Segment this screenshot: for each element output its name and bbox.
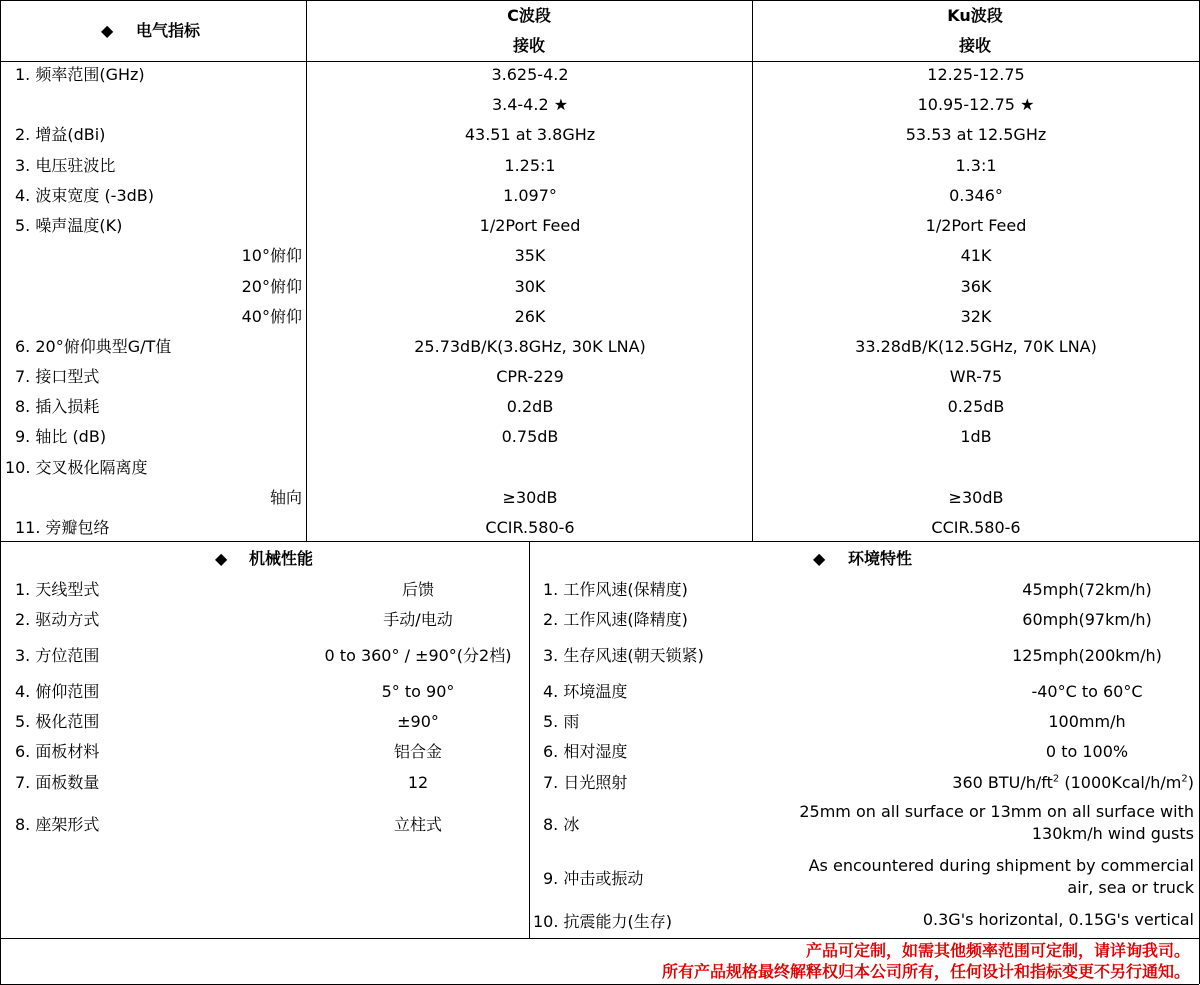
ku-band-value: 1.3:1 xyxy=(955,156,997,175)
ku-band-value: 1dB xyxy=(960,427,992,446)
param-label: 2. 增益(dBi) xyxy=(15,125,106,144)
ku-band-value: 0.25dB xyxy=(947,397,1005,416)
table-border-top xyxy=(0,0,1199,1)
param-sublabel: 20°俯仰 xyxy=(241,277,302,296)
c-band-value: 1/2Port Feed xyxy=(479,216,581,235)
mech-label: 5. 极化范围 xyxy=(15,712,100,731)
ku-band-value: 53.53 at 12.5GHz xyxy=(905,125,1047,144)
section-divider xyxy=(0,541,1199,542)
env-value-line: 130km/h wind gusts xyxy=(1031,824,1194,843)
env-label: 3. 生存风速(朝天锁紧) xyxy=(543,646,704,665)
mech-value: 12 xyxy=(407,773,429,792)
ku-band-value: 32K xyxy=(960,307,992,326)
param-sublabel: 40°俯仰 xyxy=(241,307,302,326)
env-value: 0 to 100% xyxy=(1045,742,1129,761)
c-band-value: 1.097° xyxy=(503,186,557,205)
param-label: 4. 波束宽度 (-3dB) xyxy=(15,186,155,205)
env-label: 7. 日光照射 xyxy=(543,773,628,792)
footer-divider xyxy=(0,938,1199,939)
environment-title: 环境特性 xyxy=(848,549,913,568)
env-value: -40°C to 60°C xyxy=(1031,682,1143,701)
mech-value: ±90° xyxy=(397,712,439,731)
env-value: 45mph(72km/h) xyxy=(1022,580,1152,599)
mech-label: 6. 面板材料 xyxy=(15,742,100,761)
footer-note-customization: 产品可定制，如需其他频率范围可定制，请详询我司。 xyxy=(805,941,1190,960)
mech-value: 0 to 360° / ±90°(分2档) xyxy=(324,646,512,665)
env-label: 10. 抗震能力(生存) xyxy=(533,912,673,931)
env-value-part: 360 BTU/h/ft xyxy=(952,773,1053,792)
c-band-value: 43.51 at 3.8GHz xyxy=(464,125,596,144)
ku-band-value: WR-75 xyxy=(949,367,1003,386)
env-label: 6. 相对湿度 xyxy=(543,742,628,761)
param-label: 6. 20°俯仰典型G/T值 xyxy=(15,337,172,356)
c-band-value: ≥30dB xyxy=(502,488,558,507)
param-label: 9. 轴比 (dB) xyxy=(15,427,107,446)
param-sublabel: 轴向 xyxy=(269,488,302,507)
env-value-line: As encountered during shipment by commercial xyxy=(808,856,1194,875)
mech-value: 手动/电动 xyxy=(383,610,453,629)
c-receive-header: 接收 xyxy=(512,36,546,55)
env-label: 1. 工作风速(保精度) xyxy=(543,580,688,599)
electrical-title: 电气指标 xyxy=(136,21,201,40)
c-band-value: 30K xyxy=(514,277,546,296)
ku-band-value: CCIR.580-6 xyxy=(931,518,1021,537)
c-band-value: 26K xyxy=(514,307,546,326)
ku-band-value: ≥30dB xyxy=(948,488,1004,507)
ku-band-value: 36K xyxy=(960,277,992,296)
ku-band-value: 10.95-12.75 ★ xyxy=(917,95,1035,114)
env-value: 125mph(200km/h) xyxy=(1012,646,1162,665)
superscript: 2 xyxy=(1181,773,1188,785)
ku-band-value: 33.28dB/K(12.5GHz, 70K LNA) xyxy=(855,337,1097,356)
ku-band-value: 12.25-12.75 xyxy=(927,65,1025,84)
param-label: 1. 频率范围(GHz) xyxy=(15,65,145,84)
env-value: 100mm/h xyxy=(1048,712,1126,731)
mech-value: 铝合金 xyxy=(393,742,443,761)
ku-receive-header: 接收 xyxy=(958,36,992,55)
superscript: 2 xyxy=(1052,773,1060,785)
c-band-value: 3.4-4.2 ★ xyxy=(491,95,569,114)
env-value-part: ) xyxy=(1187,773,1194,792)
mech-label: 1. 天线型式 xyxy=(15,580,100,599)
env-label: 2. 工作风速(降精度) xyxy=(543,610,688,629)
c-band-value: CPR-229 xyxy=(496,367,564,386)
param-label: 10. 交叉极化隔离度 xyxy=(5,458,148,477)
env-value: 60mph(97km/h) xyxy=(1022,610,1152,629)
ku-band-value: 1/2Port Feed xyxy=(925,216,1027,235)
mech-label: 4. 俯仰范围 xyxy=(15,682,100,701)
c-band-value: 3.625-4.2 xyxy=(491,65,569,84)
mech-label: 8. 座架形式 xyxy=(15,815,100,834)
mech-label: 2. 驱动方式 xyxy=(15,610,100,629)
env-label: 9. 冲击或振动 xyxy=(543,869,644,888)
param-sublabel: 10°俯仰 xyxy=(241,246,302,265)
env-label: 4. 环境温度 xyxy=(543,682,628,701)
param-label: 5. 噪声温度(K) xyxy=(15,216,123,235)
mechanical-title: 机械性能 xyxy=(249,549,314,568)
c-band-value: 0.2dB xyxy=(506,397,554,416)
ku-band-value: 41K xyxy=(960,246,992,265)
c-band-value: 25.73dB/K(3.8GHz, 30K LNA) xyxy=(414,337,646,356)
c-band-value: CCIR.580-6 xyxy=(485,518,575,537)
param-label: 11. 旁瓣包络 xyxy=(15,518,110,537)
c-band-header: C波段 xyxy=(507,6,551,25)
diamond-icon: ◆ xyxy=(101,21,114,40)
env-label: 8. 冰 xyxy=(543,815,580,834)
param-label: 8. 插入损耗 xyxy=(15,397,100,416)
env-value xyxy=(952,773,1194,793)
param-label: 7. 接口型式 xyxy=(15,367,100,386)
col-divider-c xyxy=(306,0,307,541)
ku-band-value: 0.346° xyxy=(949,186,1003,205)
mech-value: 5° to 90° xyxy=(381,682,455,701)
env-value-line: 25mm on all surface or 13mm on all surface with xyxy=(799,802,1194,821)
header-divider xyxy=(0,61,1199,62)
mech-value: 后馈 xyxy=(401,580,435,599)
diamond-icon: ◆ xyxy=(215,549,228,568)
ku-band-header: Ku波段 xyxy=(947,6,1003,25)
mech-label: 3. 方位范围 xyxy=(15,646,100,665)
env-label: 5. 雨 xyxy=(543,712,580,731)
c-band-value: 35K xyxy=(514,246,546,265)
env-value: 0.3G's horizontal, 0.15G's vertical xyxy=(922,910,1194,929)
footer-note-disclaimer: 所有产品规格最终解释权归本公司所有，任何设计和指标变更不另行通知。 xyxy=(661,962,1190,981)
c-band-value: 0.75dB xyxy=(501,427,559,446)
env-value-part: (1000Kcal/h/m xyxy=(1059,773,1182,792)
env-value-line: air, sea or truck xyxy=(1067,878,1194,897)
col-divider-ku xyxy=(752,0,753,541)
mech-value: 立柱式 xyxy=(393,815,443,834)
diamond-icon: ◆ xyxy=(813,549,826,568)
table-border-left xyxy=(0,0,1,984)
mech-env-divider xyxy=(529,541,530,938)
mech-label: 7. 面板数量 xyxy=(15,773,100,792)
c-band-value: 1.25:1 xyxy=(504,156,556,175)
param-label: 3. 电压驻波比 xyxy=(15,156,116,175)
